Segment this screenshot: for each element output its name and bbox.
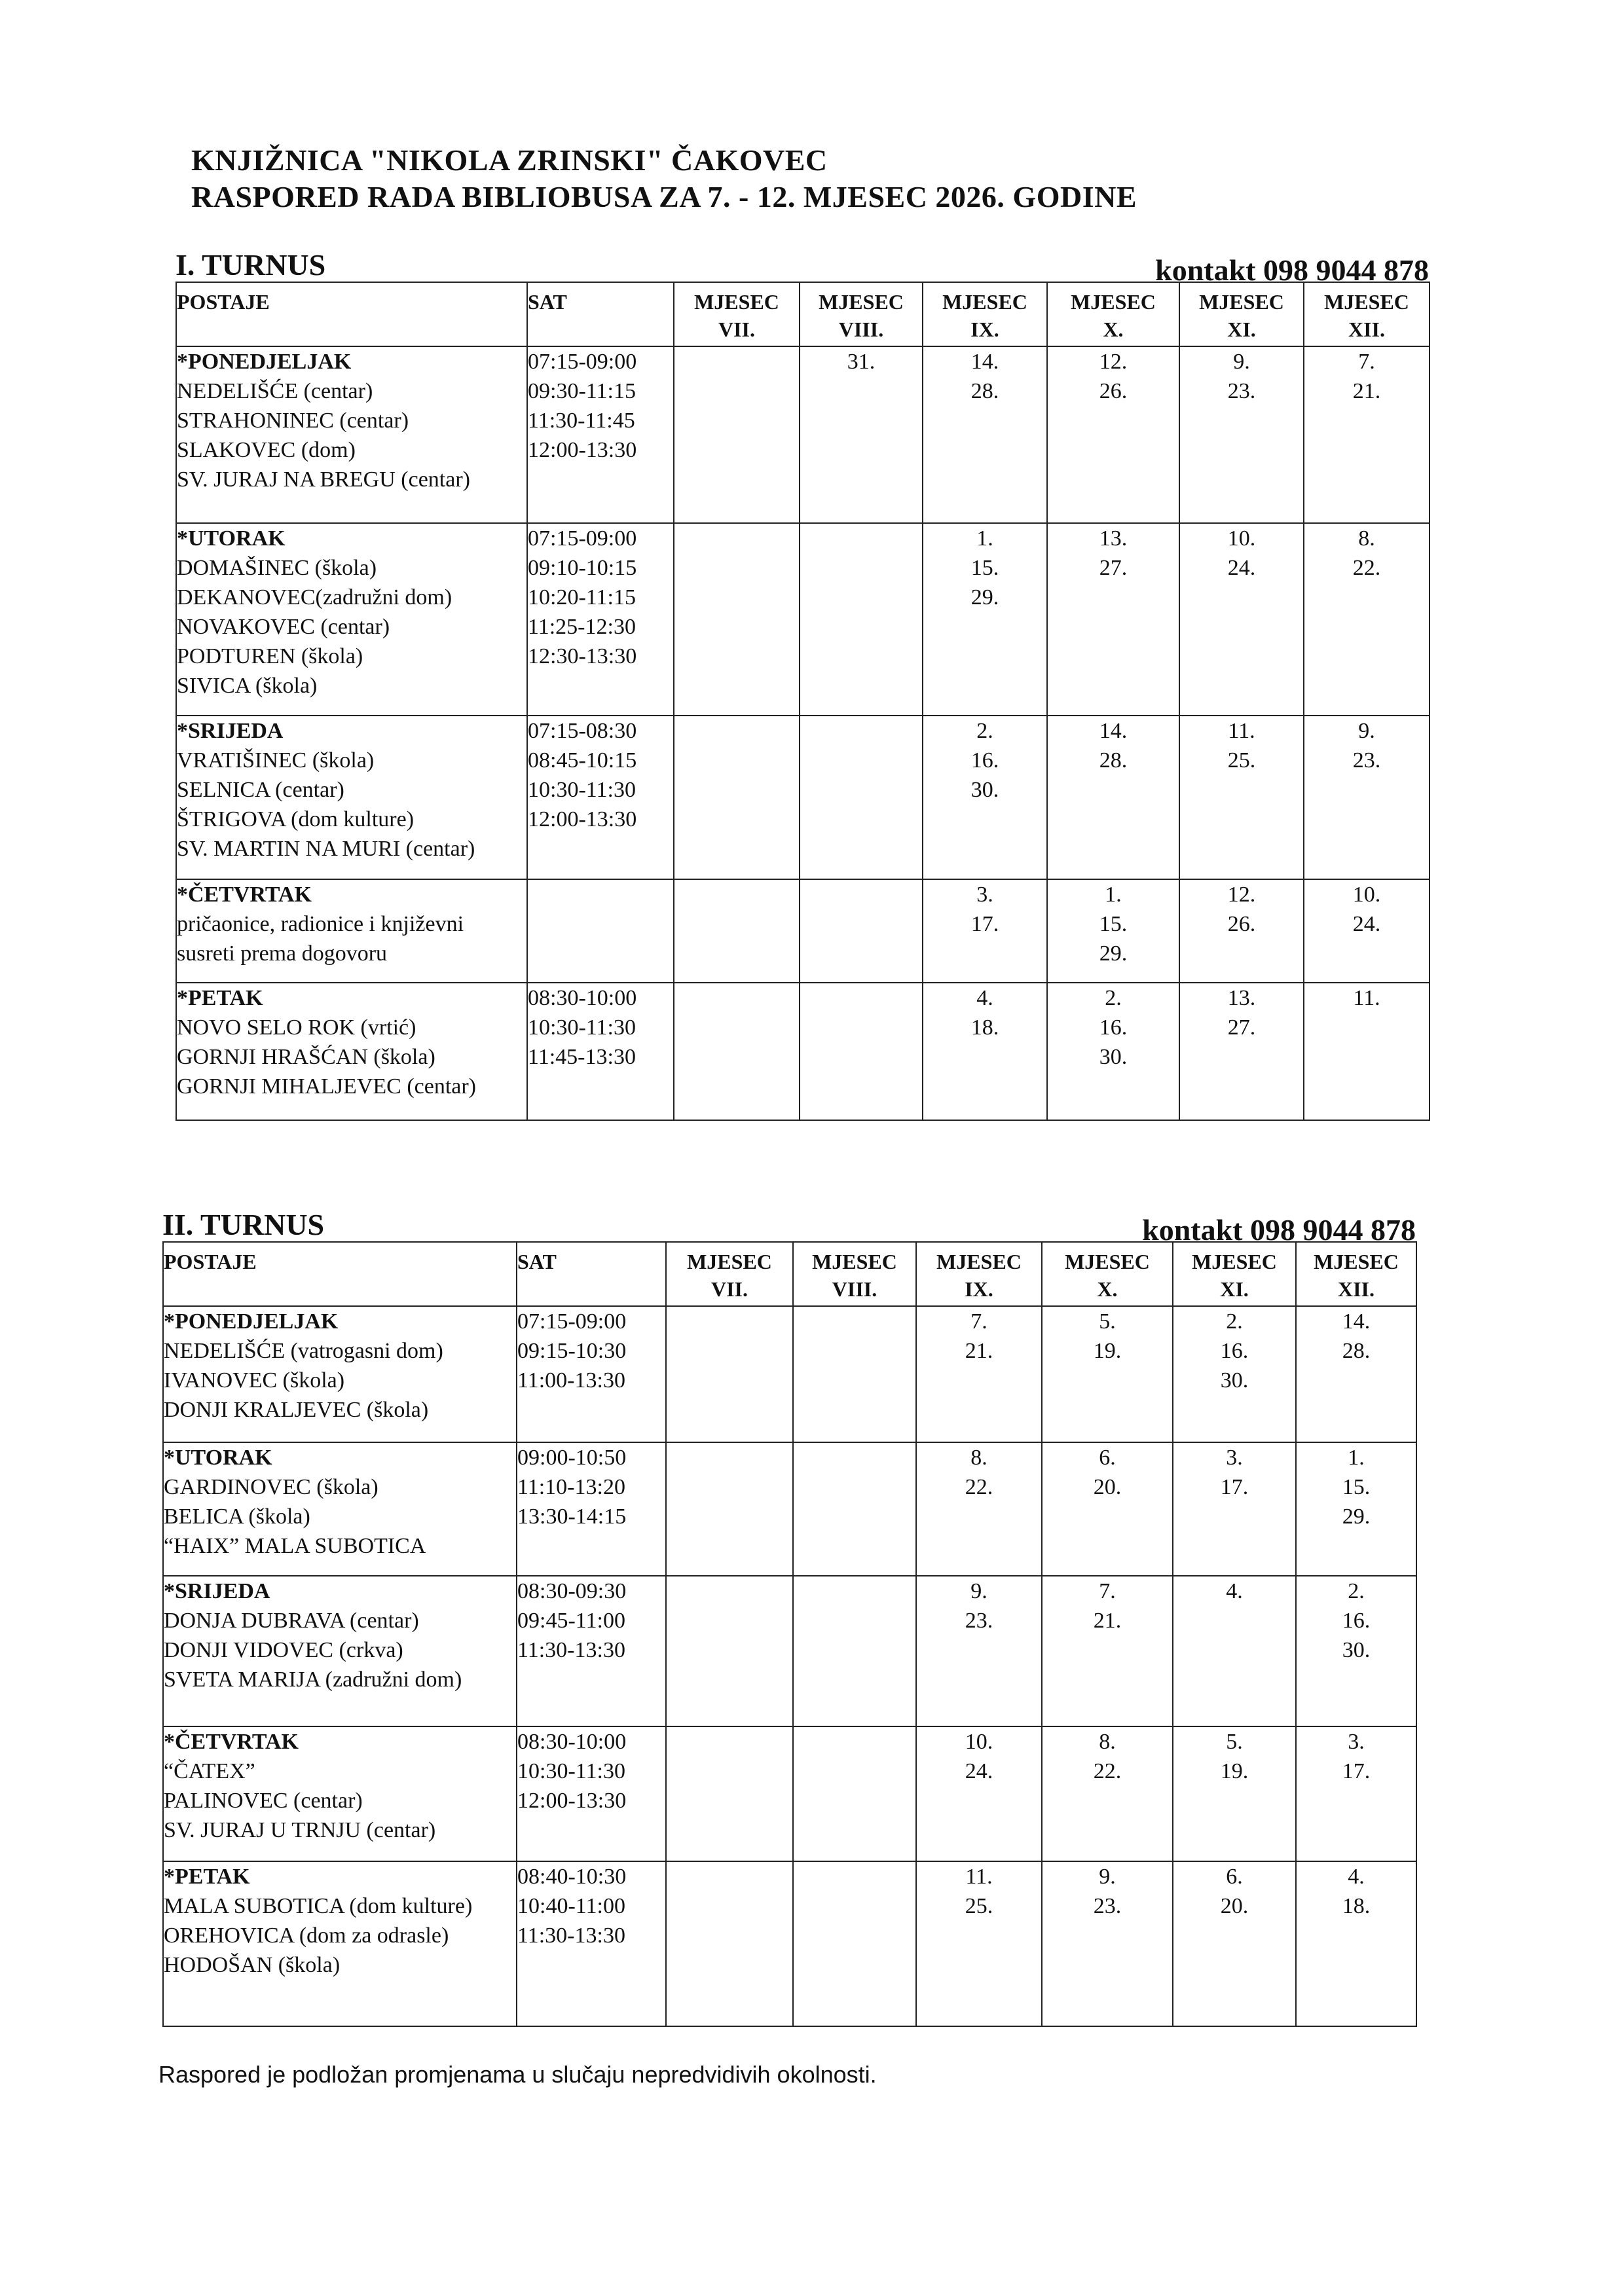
time-range: 07:15-09:00 (528, 526, 637, 551)
date-value: 11. (1228, 719, 1255, 743)
date-value: 6. (1226, 1865, 1243, 1889)
stations-cell (163, 1442, 517, 1576)
dates-cell (1047, 716, 1179, 879)
table-row (176, 523, 1430, 716)
dates-cell (1179, 716, 1304, 879)
date-value: 28. (970, 379, 999, 403)
dates-cell (674, 346, 800, 523)
date-value: 24. (1227, 556, 1256, 580)
date-value: 20. (1220, 1894, 1249, 1918)
time-range: 11:25-12:30 (528, 615, 636, 639)
date-value: 12. (1099, 350, 1128, 374)
date-value: 30. (970, 778, 999, 802)
turnus-2-title: II. TURNUS (162, 1208, 325, 1241)
date-value: 5. (1226, 1730, 1243, 1754)
date-value: 9. (1233, 350, 1250, 374)
dates-cell (916, 1306, 1042, 1442)
station-name: pričaonice, radionice i književni (177, 912, 464, 936)
station-name: NOVO SELO ROK (vrtić) (177, 1015, 416, 1040)
dates-cell (793, 1576, 916, 1726)
time-range: 11:30-13:30 (517, 1638, 625, 1662)
station-name: DONJI VIDOVEC (crkva) (164, 1638, 403, 1662)
column-header-month: MJESEC XII. (1304, 282, 1430, 346)
station-name: DEKANOVEC(zadružni dom) (177, 585, 452, 610)
dates-cell (1179, 523, 1304, 716)
date-value: 22. (965, 1475, 993, 1499)
station-name: DONJA DUBRAVA (centar) (164, 1609, 419, 1633)
date-value: 30. (1220, 1368, 1249, 1393)
dates-cell (666, 1306, 793, 1442)
date-value: 9. (970, 1579, 987, 1603)
time-range: 12:00-13:30 (528, 438, 637, 462)
times-cell (527, 879, 674, 983)
time-range: 12:00-13:30 (517, 1789, 627, 1813)
times-cell (527, 523, 674, 716)
dates-cell (1179, 983, 1304, 1120)
date-value: 17. (1342, 1759, 1371, 1783)
dates-cell (793, 1442, 916, 1576)
times-cell (527, 716, 674, 879)
date-value: 18. (1342, 1894, 1371, 1918)
date-value: 25. (965, 1894, 993, 1918)
column-header-month: MJESEC VIII. (800, 282, 923, 346)
time-range: 11:10-13:20 (517, 1475, 625, 1499)
times-cell (517, 1576, 666, 1726)
stations-cell (176, 879, 527, 983)
document-subtitle: RASPORED RADA BIBLIOBUSA ZA 7. - 12. MJESEC 2026. GODINE (191, 180, 1137, 213)
station-name: SV. JURAJ U TRNJU (centar) (164, 1818, 436, 1842)
date-value: 8. (970, 1446, 987, 1470)
date-value: 14. (1099, 719, 1128, 743)
dates-cell (916, 1861, 1042, 2026)
date-value: 14. (970, 350, 999, 374)
date-value: 31. (847, 350, 876, 374)
dates-cell (800, 716, 923, 879)
time-range: 09:10-10:15 (528, 556, 637, 580)
date-value: 30. (1342, 1638, 1371, 1662)
date-value: 13. (1099, 526, 1128, 551)
time-range: 08:40-10:30 (517, 1865, 627, 1889)
date-value: 4. (1226, 1579, 1243, 1603)
stations-cell (163, 1306, 517, 1442)
weekday-label: *PONEDJELJAK (164, 1309, 339, 1334)
dates-cell (793, 1861, 916, 2026)
dates-cell (1042, 1442, 1173, 1576)
station-name: “HAIX” MALA SUBOTICA (164, 1534, 426, 1558)
date-value: 24. (1352, 912, 1381, 936)
dates-cell (1304, 716, 1430, 879)
station-name: SLAKOVEC (dom) (177, 438, 356, 462)
station-name: HODOŠAN (škola) (164, 1953, 341, 1977)
times-cell (517, 1306, 666, 1442)
dates-cell (916, 1726, 1042, 1861)
date-value: 29. (1099, 941, 1128, 966)
stations-cell (176, 983, 527, 1120)
times-cell (527, 983, 674, 1120)
time-range: 10:20-11:15 (528, 585, 636, 610)
document-title: KNJIŽNICA "NIKOLA ZRINSKI" ČAKOVEC (191, 143, 828, 177)
table-row (163, 1861, 1416, 2026)
time-range: 10:30-11:30 (528, 1015, 636, 1040)
date-value: 7. (1358, 350, 1375, 374)
station-name: DOMAŠINEC (škola) (177, 556, 377, 580)
date-value: 27. (1099, 556, 1128, 580)
dates-cell (666, 1442, 793, 1576)
date-value: 22. (1352, 556, 1381, 580)
times-cell (527, 346, 674, 523)
dates-cell (923, 346, 1047, 523)
table-row (163, 1726, 1416, 1861)
station-name: SVETA MARIJA (zadružni dom) (164, 1667, 462, 1692)
dates-cell (916, 1576, 1042, 1726)
date-value: 26. (1099, 379, 1128, 403)
time-range: 08:30-10:00 (517, 1730, 627, 1754)
weekday-label: *UTORAK (164, 1446, 272, 1470)
weekday-label: *SRIJEDA (164, 1579, 270, 1603)
stations-cell (176, 346, 527, 523)
station-name: MALA SUBOTICA (dom kulture) (164, 1894, 473, 1918)
date-value: 17. (1220, 1475, 1249, 1499)
date-value: 20. (1093, 1475, 1122, 1499)
station-name: SIVICA (škola) (177, 674, 318, 698)
time-range: 12:30-13:30 (528, 644, 637, 668)
dates-cell (1296, 1861, 1416, 2026)
dates-cell (923, 879, 1047, 983)
date-value: 5. (1099, 1309, 1116, 1334)
turnus-1-contact: kontakt 098 9044 878 (1155, 253, 1429, 287)
station-name: “ČATEX” (164, 1759, 255, 1783)
column-header-postaje: POSTAJE (163, 1242, 517, 1306)
column-header-month: MJESEC IX. (923, 282, 1047, 346)
time-range: 13:30-14:15 (517, 1504, 627, 1529)
station-name: SELNICA (centar) (177, 778, 344, 802)
dates-cell (1173, 1306, 1296, 1442)
time-range: 10:30-11:30 (517, 1759, 625, 1783)
date-value: 21. (1093, 1609, 1122, 1633)
dates-cell (1179, 879, 1304, 983)
dates-cell (674, 523, 800, 716)
date-value: 23. (1227, 379, 1256, 403)
date-value: 23. (1093, 1894, 1122, 1918)
table-header-row (163, 1242, 1416, 1306)
date-value: 4. (976, 986, 993, 1010)
time-range: 07:15-08:30 (528, 719, 637, 743)
dates-cell (800, 523, 923, 716)
dates-cell (674, 716, 800, 879)
time-range: 07:15-09:00 (517, 1309, 627, 1334)
date-value: 17. (970, 912, 999, 936)
date-value: 1. (1348, 1446, 1365, 1470)
dates-cell (1173, 1726, 1296, 1861)
date-value: 8. (1358, 526, 1375, 551)
date-value: 19. (1220, 1759, 1249, 1783)
station-name: DONJI KRALJEVEC (škola) (164, 1398, 429, 1422)
date-value: 27. (1227, 1015, 1256, 1040)
date-value: 10. (1227, 526, 1256, 551)
table-row (163, 1442, 1416, 1576)
date-value: 13. (1227, 986, 1256, 1010)
dates-cell (1179, 346, 1304, 523)
date-value: 2. (976, 719, 993, 743)
time-range: 09:30-11:15 (528, 379, 636, 403)
dates-cell (1296, 1726, 1416, 1861)
table-row (176, 983, 1430, 1120)
time-range: 08:45-10:15 (528, 748, 637, 773)
dates-cell (1173, 1576, 1296, 1726)
dates-cell (1047, 523, 1179, 716)
table-row (176, 716, 1430, 879)
date-value: 9. (1099, 1865, 1116, 1889)
column-header-sat: SAT (527, 282, 674, 346)
station-name: VRATIŠINEC (škola) (177, 748, 375, 773)
date-value: 3. (1226, 1446, 1243, 1470)
table-row (176, 346, 1430, 523)
date-value: 25. (1227, 748, 1256, 773)
dates-cell (674, 983, 800, 1120)
dates-cell (666, 1861, 793, 2026)
weekday-label: *PETAK (164, 1865, 250, 1889)
dates-cell (923, 716, 1047, 879)
dates-cell (1042, 1726, 1173, 1861)
dates-cell (800, 346, 923, 523)
dates-cell (1047, 983, 1179, 1120)
time-range: 08:30-09:30 (517, 1579, 627, 1603)
date-value: 10. (965, 1730, 993, 1754)
dates-cell (800, 983, 923, 1120)
dates-cell (1042, 1576, 1173, 1726)
dates-cell (800, 879, 923, 983)
turnus-2-contact: kontakt 098 9044 878 (1142, 1213, 1416, 1247)
dates-cell (1296, 1306, 1416, 1442)
date-value: 11. (965, 1865, 993, 1889)
station-name: GORNJI HRAŠĆAN (škola) (177, 1045, 435, 1069)
stations-cell (163, 1576, 517, 1726)
date-value: 19. (1093, 1339, 1122, 1363)
station-name: SV. JURAJ NA BREGU (centar) (177, 467, 470, 492)
date-value: 15. (1342, 1475, 1371, 1499)
time-range: 11:00-13:30 (517, 1368, 625, 1393)
time-range: 11:45-13:30 (528, 1045, 636, 1069)
station-name: BELICA (škola) (164, 1504, 310, 1529)
dates-cell (1296, 1442, 1416, 1576)
column-header-postaje: POSTAJE (176, 282, 527, 346)
dates-cell (1304, 983, 1430, 1120)
time-range: 11:30-13:30 (517, 1923, 625, 1948)
column-header-month: MJESEC X. (1042, 1242, 1173, 1306)
date-value: 22. (1093, 1759, 1122, 1783)
date-value: 7. (970, 1309, 987, 1334)
dates-cell (1173, 1861, 1296, 2026)
time-range: 08:30-10:00 (528, 986, 637, 1010)
date-value: 2. (1105, 986, 1122, 1010)
date-value: 10. (1352, 883, 1381, 907)
stations-cell (163, 1726, 517, 1861)
date-value: 8. (1099, 1730, 1116, 1754)
table-row (163, 1576, 1416, 1726)
dates-cell (1296, 1576, 1416, 1726)
date-value: 3. (976, 883, 993, 907)
dates-cell (916, 1442, 1042, 1576)
times-cell (517, 1726, 666, 1861)
dates-cell (1304, 879, 1430, 983)
date-value: 24. (965, 1759, 993, 1783)
date-value: 1. (976, 526, 993, 551)
table-row (163, 1306, 1416, 1442)
date-value: 16. (1099, 1015, 1128, 1040)
dates-cell (1304, 523, 1430, 716)
date-value: 4. (1348, 1865, 1365, 1889)
station-name: susreti prema dogovoru (177, 941, 388, 966)
turnus-2-table (162, 1241, 1417, 2027)
date-value: 15. (1099, 912, 1128, 936)
column-header-month: MJESEC XII. (1296, 1242, 1416, 1306)
station-name: GARDINOVEC (škola) (164, 1475, 378, 1499)
date-value: 9. (1358, 719, 1375, 743)
turnus-1-table (175, 282, 1430, 1121)
station-name: NEDELIŠĆE (vatrogasni dom) (164, 1339, 443, 1363)
date-value: 11. (1353, 986, 1380, 1010)
date-value: 28. (1099, 748, 1128, 773)
date-value: 3. (1348, 1730, 1365, 1754)
stations-cell (176, 523, 527, 716)
column-header-month: MJESEC XI. (1173, 1242, 1296, 1306)
date-value: 1. (1105, 883, 1122, 907)
dates-cell (666, 1576, 793, 1726)
date-value: 21. (965, 1339, 993, 1363)
dates-cell (793, 1306, 916, 1442)
date-value: 21. (1352, 379, 1381, 403)
time-range: 10:40-11:00 (517, 1894, 625, 1918)
time-range: 07:15-09:00 (528, 350, 637, 374)
footer-note: Raspored je podložan promjenama u slučaju nepredvidivih okolnosti. (158, 2061, 877, 2088)
dates-cell (674, 879, 800, 983)
column-header-sat: SAT (517, 1242, 666, 1306)
date-value: 29. (970, 585, 999, 610)
dates-cell (666, 1726, 793, 1861)
station-name: STRAHONINEC (centar) (177, 409, 409, 433)
stations-cell (176, 716, 527, 879)
column-header-month: MJESEC IX. (916, 1242, 1042, 1306)
date-value: 23. (965, 1609, 993, 1633)
station-name: PALINOVEC (centar) (164, 1789, 363, 1813)
date-value: 6. (1099, 1446, 1116, 1470)
station-name: ŠTRIGOVA (dom kulture) (177, 807, 415, 831)
station-name: NEDELIŠĆE (centar) (177, 379, 373, 403)
weekday-label: *ČETVRTAK (164, 1730, 299, 1754)
station-name: SV. MARTIN NA MURI (centar) (177, 837, 475, 861)
date-value: 23. (1352, 748, 1381, 773)
date-value: 14. (1342, 1309, 1371, 1334)
dates-cell (1304, 346, 1430, 523)
stations-cell (163, 1861, 517, 2026)
date-value: 7. (1099, 1579, 1116, 1603)
date-value: 15. (970, 556, 999, 580)
time-range: 09:45-11:00 (517, 1609, 625, 1633)
station-name: NOVAKOVEC (centar) (177, 615, 390, 639)
column-header-month: MJESEC VIII. (793, 1242, 916, 1306)
time-range: 12:00-13:30 (528, 807, 637, 831)
weekday-label: *PETAK (177, 986, 263, 1010)
date-value: 30. (1099, 1045, 1128, 1069)
date-value: 28. (1342, 1339, 1371, 1363)
table-header-row (176, 282, 1430, 346)
times-cell (517, 1442, 666, 1576)
dates-cell (793, 1726, 916, 1861)
date-value: 12. (1227, 883, 1256, 907)
date-value: 2. (1348, 1579, 1365, 1603)
times-cell (517, 1861, 666, 2026)
date-value: 18. (970, 1015, 999, 1040)
date-value: 26. (1227, 912, 1256, 936)
column-header-month: MJESEC VII. (666, 1242, 793, 1306)
date-value: 29. (1342, 1504, 1371, 1529)
dates-cell (1047, 346, 1179, 523)
dates-cell (923, 523, 1047, 716)
dates-cell (1042, 1306, 1173, 1442)
dates-cell (1173, 1442, 1296, 1576)
weekday-label: *PONEDJELJAK (177, 350, 352, 374)
station-name: OREHOVICA (dom za odrasle) (164, 1923, 449, 1948)
column-header-month: MJESEC XI. (1179, 282, 1304, 346)
weekday-label: *SRIJEDA (177, 719, 284, 743)
station-name: GORNJI MIHALJEVEC (centar) (177, 1074, 477, 1099)
date-value: 16. (1220, 1339, 1249, 1363)
station-name: PODTUREN (škola) (177, 644, 363, 668)
date-value: 2. (1226, 1309, 1243, 1334)
weekday-label: *ČETVRTAK (177, 883, 312, 907)
date-value: 16. (970, 748, 999, 773)
dates-cell (923, 983, 1047, 1120)
time-range: 10:30-11:30 (528, 778, 636, 802)
time-range: 11:30-11:45 (528, 409, 635, 433)
dates-cell (1042, 1861, 1173, 2026)
date-value: 16. (1342, 1609, 1371, 1633)
column-header-month: MJESEC VII. (674, 282, 800, 346)
time-range: 09:00-10:50 (517, 1446, 627, 1470)
dates-cell (1047, 879, 1179, 983)
station-name: IVANOVEC (škola) (164, 1368, 345, 1393)
weekday-label: *UTORAK (177, 526, 286, 551)
time-range: 09:15-10:30 (517, 1339, 627, 1363)
column-header-month: MJESEC X. (1047, 282, 1179, 346)
turnus-1-title: I. TURNUS (175, 248, 326, 282)
table-row (176, 879, 1430, 983)
